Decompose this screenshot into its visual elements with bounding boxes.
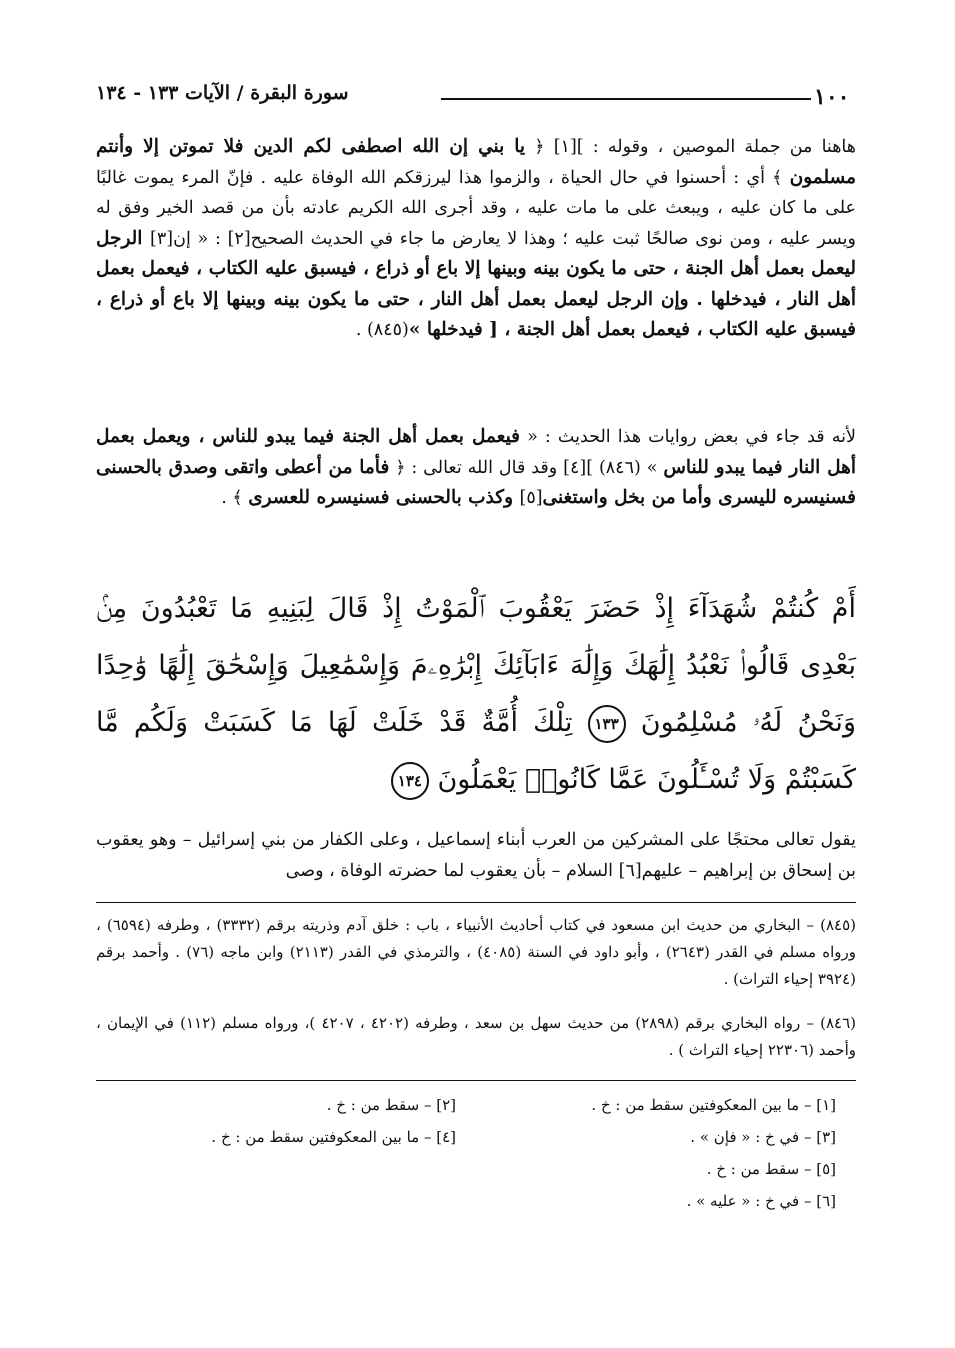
ayah-number-134: ١٣٤ <box>391 762 429 800</box>
quoted-verse: فأما من أعطى واتقى وصدق بالحسنى فسنيسره لليسرى وأما من بخل واستغنى <box>96 456 856 508</box>
variant-5: [٥] – سقط من : خ . <box>706 1160 836 1178</box>
paragraph-1: هاهنا من جملة الموصين ، وقوله : ][١] ﴿ يا بني إن الله اصطفى لكم الدين فلا تموتن إلا وأنتم مسلمون ﴾ أي : أحسنوا في حال الحياة ، والزموا هذا ليرزقكم الله الوفاة عليه . فإنّ المرء يموت غالبًا على ما كان عليه ، ويبعث على ما مات عليه ، وقد أجرى الله الكريم عادته بأن من قصد الخير وفق له ويسر عليه ، ومن نوى صالحًا ثبت عليه ؛ وهذا لا يعارض ما جاء في الحديث الصحيح[٢] : « إن[٣] الرجل ليعمل بعمل أهل الجنة ، حتى ما يكون بينه وبينها إلا باع أو ذراع ، فيسبق عليه الكتاب ، فيعمل بعمل أهل النار ، فيدخلها . وإن الرجل ليعمل بعمل أهل النار ، حتى ما يكون بينه وبينها إلا باع أو ذراع ، فيسبق عليه الكتاب ، فيعمل بعمل أهل الجنة ، [ فيدخلها »(٨٤٥) . <box>96 136 856 340</box>
manuscript-variants <box>96 1092 856 1214</box>
quran-verses <box>96 580 856 808</box>
variant-1: [١] – ما بين المعكوفتين سقط من : خ . <box>591 1096 836 1114</box>
footnotes-divider <box>96 902 856 903</box>
variant-empty <box>96 1156 476 1182</box>
hadith-text: الرجل ليعمل بعمل أهل الجنة ، حتى ما يكون بينه وبينها إلا باع أو ذراع ، فيسبق عليه الكتاب ، فيعمل بعمل أهل النار ، فيدخلها . وإن الرجل ليعمل بعمل أهل النار ، حتى ما يكون بينه وبينها إلا باع أو ذراع ، فيسبق عليه الكتاب ، فيعمل بعمل أهل الجنة ، [ فيدخلها » <box>96 227 856 340</box>
variant-marker: [١] <box>553 137 577 157</box>
variant-marker: [٣] <box>150 228 174 249</box>
footnote-ref: (٨٤٦) <box>598 457 641 478</box>
page <box>96 80 856 1260</box>
variant-6: [٦] – في خ : « عليه » . <box>686 1192 836 1210</box>
variant-marker: [٦] <box>618 860 642 881</box>
hadith-text: فيعمل بعمل أهل الجنة فيما يبدو للناس ، ويعمل بعمل أهل النار فيما يبدو للناس <box>96 426 856 478</box>
variant-marker: [٤] <box>563 457 587 478</box>
header-rule <box>441 98 811 100</box>
page-number: ١٠٠ <box>814 84 850 110</box>
variant-marker: [٥] <box>519 488 543 508</box>
quoted-verse: يا بني إن الله اصطفى لكم الدين فلا تموتن إلا وأنتم مسلمون <box>96 136 856 188</box>
variant-2: [٢] – سقط من : خ . <box>326 1096 456 1114</box>
footnote-846: (٨٤٦) – رواه البخاري برقم (٢٨٩٨) من حديث سهل بن سعد ، وطرفه (٤٢٠٢ ، ٤٢٠٧ )، ورواه مسلم (١١٢) في الإيمان ، وأحمد (٢٢٣٠٦ إحياء التراث ) . <box>96 1014 856 1059</box>
footnote-845: (٨٤٥) – البخاري من حديث ابن مسعود في كتاب أحاديث الأنبياء ، باب : خلق آدم وذريته برقم (٣٣٣٢) ، وطرفه (٦٥٩٤) ، ورواه مسلم في القدر (٢٦٤٣) ، وأبو داود في السنة (٤٠٨٥) ، والترمذي في القدر (٢١١٣) وابن ماجه (٧٦) . وأحمد برقم (٣٩٢٤ إحياء التراث) . <box>96 916 857 988</box>
quoted-verse: وكذب بالحسنى فسنيسره للعسرى <box>248 487 520 508</box>
ayah-number-133: ١٣٣ <box>588 705 626 743</box>
verse-133: أَمْ كُنتُمْ شُهَدَآءَ إِذْ حَضَرَ يَعْقُوبَ ٱلْمَوْتُ إِذْ قَالَ لِبَنِيهِ مَا تَعْبُدُونَ مِنۢ بَعْدِى قَالُوا۟ نَعْبُدُ إِلَٰهَكَ وَإِلَٰهَ ءَابَآئِكَ إِبْرَٰهِۦمَ وَإِسْمَٰعِيلَ وَإِسْحَٰقَ إِلَٰهًا وَٰحِدًا وَنَحْنُ لَهُۥ مُسْلِمُونَ <box>96 593 856 738</box>
footnote-ref: (٨٤٥) <box>366 320 409 340</box>
running-title: سورة البقرة / الآيات ١٣٣ - ١٣٤ <box>96 82 349 104</box>
variant-marker: [٢] <box>227 228 251 249</box>
variants-divider <box>96 1080 856 1081</box>
variant-4: [٤] – ما بين المعكوفتين سقط من : خ . <box>211 1128 456 1146</box>
paragraph-2: لأنه قد جاء في بعض روايات هذا الحديث : « فيعمل بعمل أهل الجنة فيما يبدو للناس ، ويعمل بعمل أهل النار فيما يبدو للناس » (٨٤٦) ][٤] وقد قال الله تعالى : ﴿ فأما من أعطى واتقى وصدق بالحسنى فسنيسره لليسرى وأما من بخل واستغنى[٥] وكذب بالحسنى فسنيسره للعسرى ﴾ . <box>96 426 856 508</box>
variant-3: [٣] – في خ : « فإن » . <box>690 1128 836 1146</box>
page-header <box>96 80 856 114</box>
verse-134: تِلْكَ أُمَّةٌ قَدْ خَلَتْ لَهَا مَا كَسَبَتْ وَلَكُم مَّا كَسَبْتُمْ وَلَا تُسْـَٔلُونَ عَمَّا كَانُوا۟ يَعْمَلُونَ <box>96 707 856 795</box>
paragraph-3: يقول تعالى محتجًا على المشركين من العرب أبناء إسماعيل ، وعلى الكفار من بني إسرائيل – وهو يعقوب بن إسحاق بن إبراهيم – عليهم[٦] السلام – بأن يعقوب لما حضرته الوفاة ، وصى <box>96 830 856 881</box>
